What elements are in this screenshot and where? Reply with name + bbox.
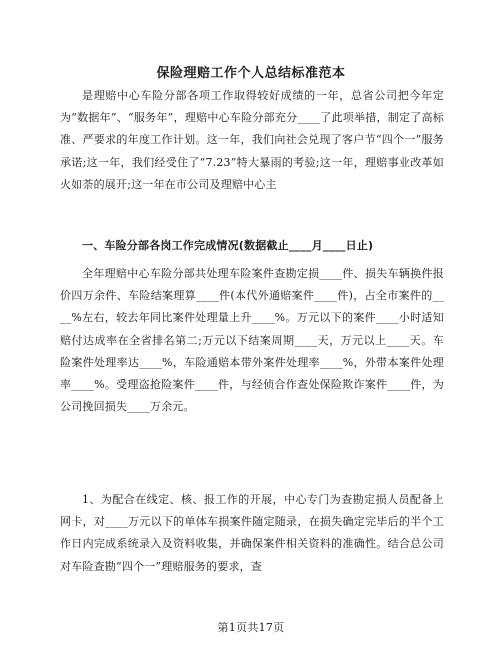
section-paragraph: 全年理赔中心车险分部共处理车险案件查勘定损____件、损失车辆换件报价四万余件、车险结案理算____件(本代外通赔案件____件)，占全市案件的____%左右，较去年同比案件处理量上升____%。万元以下的案件____小时适知赔付达成率在全省排名第二;万元以下结案周期____天，万元以上____天。车险案件处理率达____%，车险通赔本带外案件处理率____%，外带本案件处理率____%。受理盗抢险案件____件，与经侦合作查处保险欺诈案件____件，为公司挽回损失____万余元。 <box>60 267 444 414</box>
page-number: 第1页共17页 <box>217 621 285 634</box>
section-heading: 一、车险分部各岗工作完成情况(数据截止____月____日止) <box>82 239 374 252</box>
document-title: 保险理赔工作个人总结标准范本 <box>156 66 346 81</box>
item-paragraph: 1、为配合在线定、核、报工作的开展，中心专门为查勘定损人员配备上网卡，对____万元以下的单体车损案件随定随录，在损失确定完毕后的半个工作日内完成系统录入及资料收集，并确保案件相关资料的准确性。结合总公司对车险查勘“四个一”理赔服务的要求，查 <box>60 493 444 573</box>
intro-paragraph: 是理赔中心车险分部各项工作取得较好成绩的一年，总省公司把今年定为“数据年”、“服务年”，理赔中心车险分部充分____了此项举措，制定了高标准、严要求的年度工作计划。这一年，我们向社会兑现了客户节“四个一”服务承诺;这一年，我们经受住了“7.23”特大暴雨的考验;这一年，理赔事业改革如火如荼的展开;这一年在市公司及理赔中心主 <box>60 89 444 191</box>
